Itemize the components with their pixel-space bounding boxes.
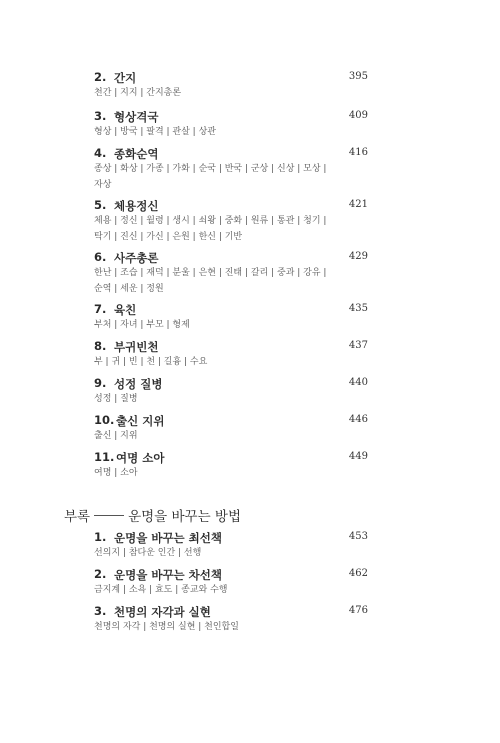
entry-title: 간지 [114,71,137,85]
appendix-heading[interactable] [64,505,241,525]
entry-title: 운명을 바꾸는 차선책 [114,568,222,582]
heading-rule [94,515,124,516]
entry-page: 437 [348,340,368,351]
entry-subtopics: 형상 | 방국 | 팔격 | 관살 | 상관 [94,127,216,137]
entry-title: 육친 [114,303,137,317]
entry-subtopics: 천명의 자각 | 천명의 실현 | 천인합일 [94,622,239,632]
entry-page: 440 [348,377,368,388]
entry-title: 부귀빈천 [114,340,159,354]
entry-subtopics-cont: 탁기 | 진신 | 가신 | 은원 | 한신 | 기반 [94,232,243,242]
entry-number: 3. [94,109,107,123]
entry-page: 416 [348,147,368,158]
entry-subtopics: 한난 | 조습 | 재덕 | 분울 | 은현 | 진태 | 갈리 | 중과 | 강유 | [94,268,327,278]
entry-page: 421 [348,199,368,210]
entry-number: 7. [94,302,107,316]
appendix-label: 부록 [64,509,91,525]
entry-title: 종화순역 [114,147,159,161]
entry-page: 462 [348,568,368,579]
entry-subtopics: 종상 | 화상 | 가종 | 가화 | 순국 | 반국 | 군상 | 신상 | 모상 | [94,164,327,174]
entry-page: 409 [348,110,368,121]
entry-number: 11. [94,450,115,464]
entry-number: 5. [94,198,107,212]
entry-subtopics: 선의지 | 참다운 인간 | 선행 [94,548,202,558]
entry-page: 429 [348,251,368,262]
entry-page: 476 [348,605,368,616]
entry-page: 435 [348,303,368,314]
entry-number: 3. [94,604,107,618]
entry-subtopics-cont: 순역 | 세운 | 정원 [94,284,164,294]
entry-title: 사주총론 [114,251,159,265]
entry-subtopics: 체용 | 정신 | 월령 | 생시 | 쇠왕 | 중화 | 원류 | 통관 | 청기 | [94,216,327,226]
entry-number: 4. [94,146,107,160]
entry-page: 449 [348,451,368,462]
entry-title: 운명을 바꾸는 최선책 [114,531,222,545]
entry-title: 형상격국 [114,110,159,124]
entry-page: 453 [348,531,368,542]
entry-number: 10. [94,413,115,427]
entry-subtopics-cont: 자상 [94,180,112,190]
entry-title: 여명 소아 [116,451,165,465]
entry-number: 2. [94,70,107,84]
entry-number: 2. [94,567,107,581]
appendix-title: 운명을 바꾸는 방법 [128,509,242,525]
entry-subtopics: 부 | 귀 | 빈 | 천 | 길흉 | 수요 [94,357,208,367]
entry-number: 6. [94,250,107,264]
entry-number: 9. [94,376,107,390]
entry-title: 천명의 자각과 실현 [114,605,211,619]
entry-subtopics: 부처 | 자녀 | 부모 | 형제 [94,320,190,330]
entry-subtopics: 여명 | 소아 [94,468,138,478]
entry-title: 체용정신 [114,199,159,213]
entry-subtopics: 천간 | 지지 | 간지총론 [94,88,182,98]
entry-subtopics: 금지계 | 소욕 | 효도 | 종교와 수행 [94,585,228,595]
entry-title: 출신 지위 [116,414,165,428]
entry-page: 446 [348,414,368,425]
entry-number: 1. [94,530,107,544]
entry-subtopics: 성정 | 질병 [94,394,138,404]
entry-subtopics: 출신 | 지위 [94,431,138,441]
entry-title: 성정 질병 [114,377,163,391]
entry-number: 8. [94,339,107,353]
entry-page: 395 [348,71,368,82]
